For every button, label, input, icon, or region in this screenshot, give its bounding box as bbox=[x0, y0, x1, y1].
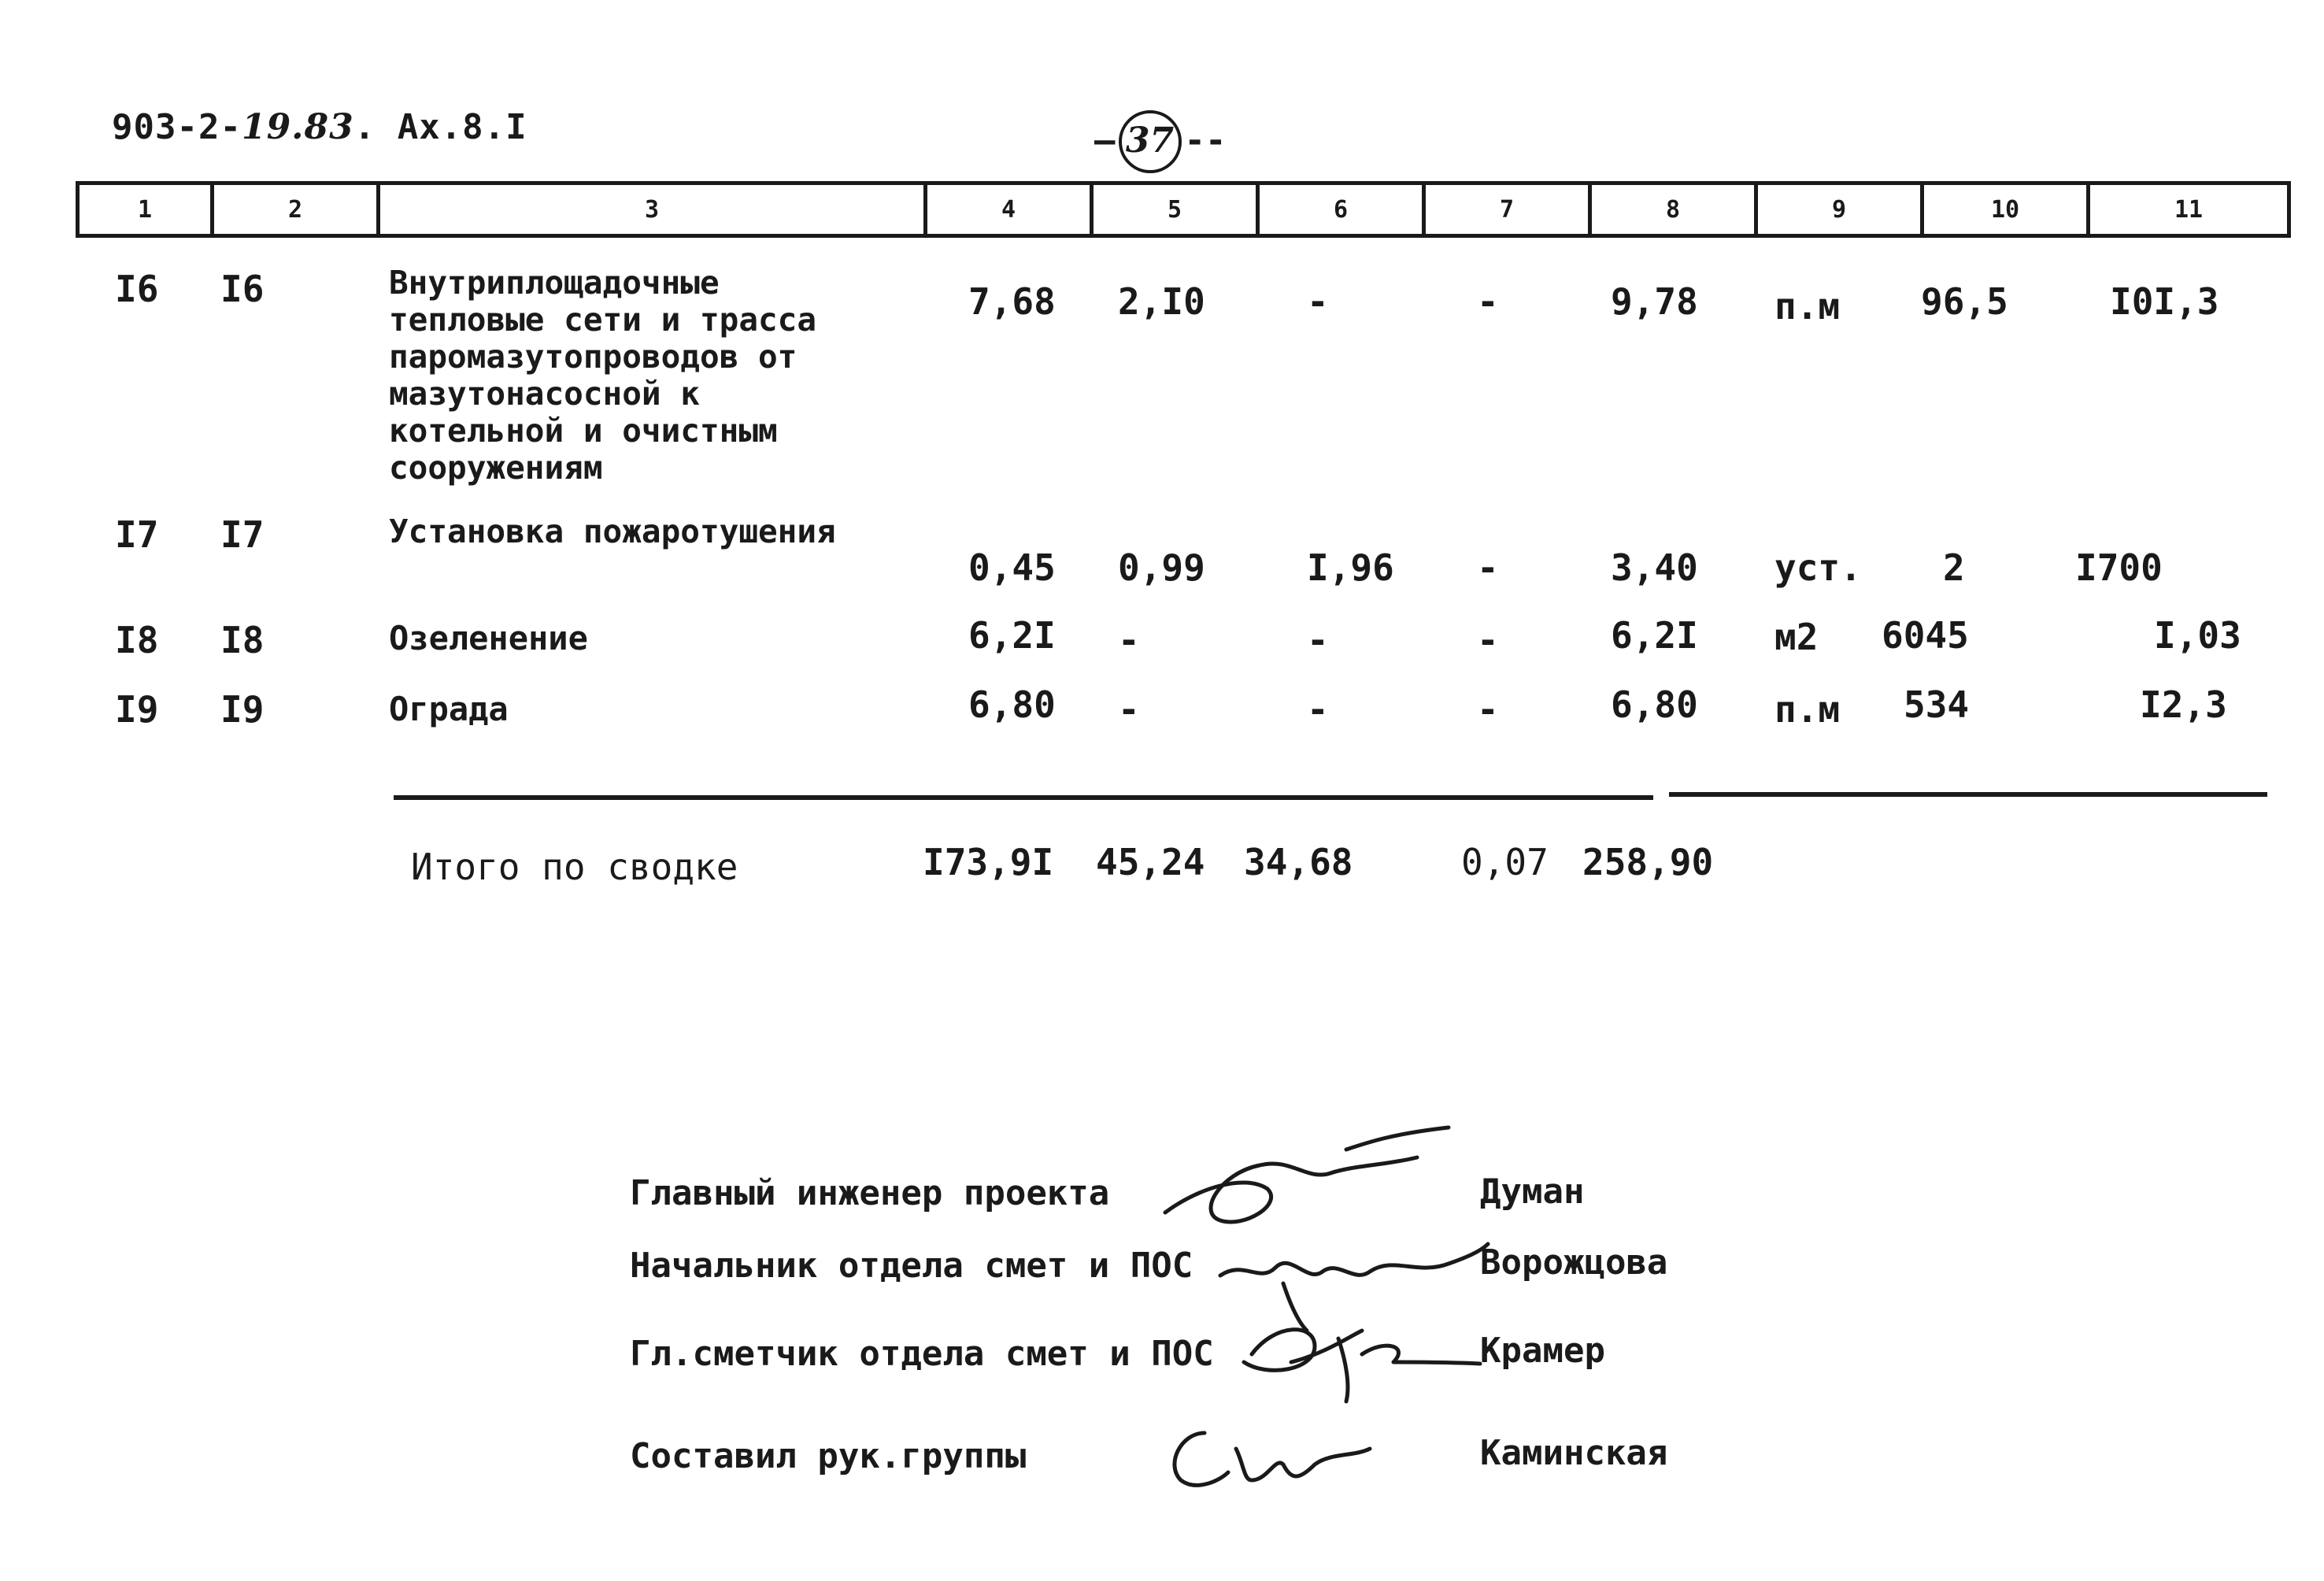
document-code bbox=[112, 107, 527, 147]
row-number: I7 bbox=[115, 513, 159, 556]
row-item-number: I7 bbox=[220, 513, 265, 556]
row-col-4: 7,68 bbox=[968, 280, 1056, 323]
page-number-circle: 37 bbox=[1119, 110, 1182, 173]
row-col-10: 534 bbox=[1904, 683, 1970, 726]
row-item-number: I6 bbox=[220, 268, 265, 310]
row-col-6: - bbox=[1307, 619, 1329, 661]
total-col-4: I73,9I bbox=[923, 841, 1054, 883]
row-col-7: - bbox=[1477, 280, 1499, 323]
col-header-6: 6 bbox=[1258, 183, 1424, 236]
page-number bbox=[1094, 110, 1226, 173]
row-unit: п.м bbox=[1774, 688, 1841, 731]
total-col-8: 258,90 bbox=[1582, 841, 1714, 883]
row-col-10: 96,5 bbox=[1921, 280, 2008, 323]
row-number: I6 bbox=[115, 268, 159, 310]
col-header-7: 7 bbox=[1424, 183, 1590, 236]
row-col-5: 0,99 bbox=[1118, 546, 1205, 589]
row-col-10: 2 bbox=[1943, 546, 1965, 589]
summary-rule-right bbox=[1669, 792, 2267, 797]
row-description: Ограда bbox=[389, 690, 509, 728]
signature-name: Крамер bbox=[1480, 1331, 1605, 1371]
col-header-2: 2 bbox=[213, 183, 379, 236]
row-col-11: I700 bbox=[2075, 546, 2163, 589]
row-col-8: 6,80 bbox=[1611, 683, 1698, 726]
row-col-5: - bbox=[1118, 619, 1140, 661]
signature-title: Главный инженер проекта bbox=[630, 1173, 1110, 1213]
row-col-6: - bbox=[1307, 280, 1329, 323]
col-header-11: 11 bbox=[2089, 183, 2289, 236]
row-col-7: - bbox=[1477, 688, 1499, 731]
row-col-11: I0I,3 bbox=[2110, 280, 2219, 323]
total-col-6: 34,68 bbox=[1244, 841, 1353, 883]
column-header-table bbox=[76, 181, 2291, 238]
row-col-8: 3,40 bbox=[1611, 546, 1698, 589]
row-col-6: - bbox=[1307, 688, 1329, 731]
row-unit: уст. bbox=[1774, 546, 1862, 589]
row-number: I9 bbox=[115, 688, 159, 731]
total-col-7: 0,07 bbox=[1461, 841, 1549, 883]
row-col-11: I2,3 bbox=[2140, 683, 2227, 726]
page-dash-right: -- bbox=[1184, 120, 1227, 161]
row-description: Установка пожаротушения bbox=[389, 513, 836, 550]
signature-title: Начальник отдела смет и ПОС bbox=[630, 1246, 1193, 1286]
row-col-7: - bbox=[1477, 546, 1499, 589]
total-label: Итого по сводке bbox=[411, 846, 738, 888]
signature-scribble bbox=[1228, 1307, 1488, 1409]
row-description: Озеленение bbox=[389, 619, 588, 657]
summary-rule-left bbox=[394, 795, 1653, 800]
col-header-5: 5 bbox=[1092, 183, 1258, 236]
col-header-1: 1 bbox=[78, 183, 213, 236]
row-unit: м2 bbox=[1774, 616, 1819, 658]
col-header-3: 3 bbox=[379, 183, 926, 236]
signature-name: Думан bbox=[1480, 1172, 1585, 1212]
row-col-7: - bbox=[1477, 619, 1499, 661]
row-col-5: - bbox=[1118, 688, 1140, 731]
signature-title: Гл.сметчик отдела смет и ПОС bbox=[630, 1334, 1214, 1374]
row-col-11: I,03 bbox=[2154, 614, 2241, 657]
col-header-4: 4 bbox=[926, 183, 1092, 236]
row-col-10: 6045 bbox=[1882, 614, 1969, 657]
signature-name: Ворожцова bbox=[1480, 1242, 1668, 1283]
page-dash-left: — bbox=[1094, 120, 1116, 161]
signature-name: Каминская bbox=[1480, 1433, 1668, 1473]
signature-title: Составил рук.группы bbox=[630, 1436, 1027, 1476]
row-number: I8 bbox=[115, 619, 159, 661]
document-code-handwritten: 19.83 bbox=[241, 107, 354, 147]
row-col-8: 6,2I bbox=[1611, 614, 1698, 657]
col-header-8: 8 bbox=[1590, 183, 1756, 236]
row-item-number: I8 bbox=[220, 619, 265, 661]
row-col-8: 9,78 bbox=[1611, 280, 1698, 323]
row-col-4: 0,45 bbox=[968, 546, 1056, 589]
col-header-10: 10 bbox=[1922, 183, 2089, 236]
row-col-5: 2,I0 bbox=[1118, 280, 1205, 323]
col-header-9: 9 bbox=[1756, 183, 1922, 236]
document-code-prefix: 903-2- bbox=[112, 107, 242, 147]
signature-scribble bbox=[1157, 1417, 1393, 1504]
row-item-number: I9 bbox=[220, 688, 265, 731]
total-col-5: 45,24 bbox=[1096, 841, 1205, 883]
row-col-6: I,96 bbox=[1307, 546, 1394, 589]
row-col-4: 6,80 bbox=[968, 683, 1056, 726]
row-col-4: 6,2I bbox=[968, 614, 1056, 657]
row-unit: п.м bbox=[1774, 285, 1841, 328]
row-description: Внутриплощадочные тепловые сети и трасса паромазутопроводов от мазутонасосной к котельной и очистным сооружениям bbox=[389, 264, 817, 487]
document-code-suffix: . Ах.8.I bbox=[353, 107, 527, 147]
